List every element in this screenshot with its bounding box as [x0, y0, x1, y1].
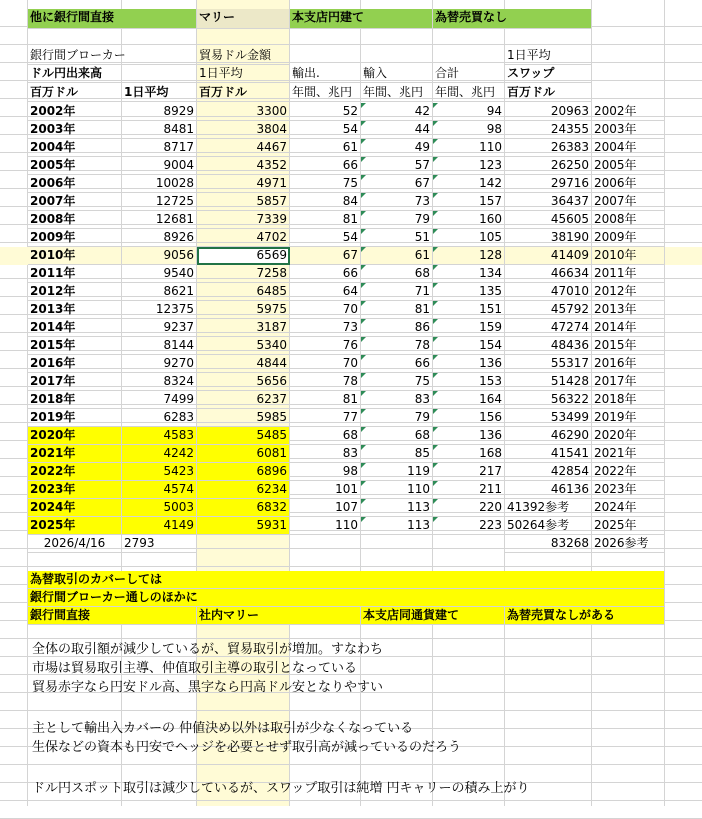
subheader-cell[interactable]: 合計 — [433, 65, 505, 83]
note-line[interactable]: 生保などの資本も円安でヘッジを必要とせず取引高が減っているのだろう — [32, 740, 462, 755]
year-label-cell[interactable]: 2017年 — [592, 373, 665, 391]
cover-line[interactable]: 銀行間ブローカー通しのほかに — [28, 589, 665, 607]
swap-cell[interactable]: 38190 — [505, 229, 592, 247]
trade-cell[interactable]: 5485 — [197, 427, 290, 445]
subheader-cell[interactable]: 年間、兆円 — [433, 84, 505, 102]
year-label-cell[interactable]: 2024年 — [592, 499, 665, 517]
header-cell[interactable]: 本支店円建て — [290, 9, 433, 29]
trade-cell[interactable]: 6896 — [197, 463, 290, 481]
export-cell[interactable]: 75 — [290, 175, 361, 193]
note-line[interactable]: 全体の取引額が減少しているが、貿易取引が増加。すなわち — [32, 642, 384, 657]
note-line[interactable] — [28, 761, 665, 779]
swap-cell[interactable]: 26383 — [505, 139, 592, 157]
trade-cell[interactable]: 4844 — [197, 355, 290, 373]
year-label-cell[interactable]: 2020年 — [592, 427, 665, 445]
swap-cell[interactable]: 29716 — [505, 175, 592, 193]
volume-cell[interactable]: 9237 — [122, 319, 197, 337]
total-cell[interactable]: 123 — [433, 157, 505, 175]
volume-cell[interactable]: 4583 — [122, 427, 197, 445]
trade-cell[interactable]: 6832 — [197, 499, 290, 517]
year-label-cell[interactable]: 2014年 — [592, 319, 665, 337]
year-label-cell[interactable]: 2022年 — [592, 463, 665, 481]
import-cell[interactable]: 57 — [361, 157, 433, 175]
trade-cell[interactable]: 6237 — [197, 391, 290, 409]
swap-cell[interactable]: 41541 — [505, 445, 592, 463]
total-cell[interactable]: 168 — [433, 445, 505, 463]
export-cell[interactable]: 61 — [290, 139, 361, 157]
subheader-cell[interactable]: 百万ドル — [28, 84, 122, 102]
volume-cell[interactable]: 4149 — [122, 517, 197, 535]
year-label-cell[interactable]: 2009年 — [592, 229, 665, 247]
swap-cell[interactable]: 56322 — [505, 391, 592, 409]
swap-cell[interactable]: 53499 — [505, 409, 592, 427]
volume-cell[interactable]: 12725 — [122, 193, 197, 211]
volume-cell[interactable]: 8144 — [122, 337, 197, 355]
year-label-cell[interactable]: 2019年 — [592, 409, 665, 427]
total-cell[interactable]: 134 — [433, 265, 505, 283]
total-cell[interactable]: 154 — [433, 337, 505, 355]
total-cell[interactable]: 142 — [433, 175, 505, 193]
import-cell[interactable]: 79 — [361, 211, 433, 229]
year-cell[interactable]: 2014年 — [28, 319, 122, 337]
trade-cell[interactable]: 4971 — [197, 175, 290, 193]
export-cell[interactable]: 70 — [290, 301, 361, 319]
export-cell[interactable]: 64 — [290, 283, 361, 301]
export-cell[interactable]: 81 — [290, 211, 361, 229]
total-cell[interactable]: 94 — [433, 103, 505, 121]
year-cell[interactable]: 2010年 — [28, 247, 122, 265]
year-cell[interactable]: 2023年 — [28, 481, 122, 499]
year-label-cell[interactable]: 2013年 — [592, 301, 665, 319]
date-cell[interactable]: 2026/4/16 — [28, 535, 122, 553]
trade-cell[interactable]: 7258 — [197, 265, 290, 283]
year-label-cell[interactable]: 2008年 — [592, 211, 665, 229]
year-cell[interactable]: 2019年 — [28, 409, 122, 427]
trade-cell[interactable]: 3804 — [197, 121, 290, 139]
volume-cell[interactable]: 10028 — [122, 175, 197, 193]
total-cell[interactable]: 223 — [433, 517, 505, 535]
year-cell[interactable]: 2016年 — [28, 355, 122, 373]
trade-cell[interactable]: 7339 — [197, 211, 290, 229]
swap-cell[interactable]: 26250 — [505, 157, 592, 175]
trade-cell[interactable]: 5931 — [197, 517, 290, 535]
cover-cell[interactable]: 銀行間直接 — [28, 607, 197, 625]
total-cell[interactable]: 159 — [433, 319, 505, 337]
export-cell[interactable]: 54 — [290, 229, 361, 247]
swap-cell[interactable]: 45792 — [505, 301, 592, 319]
swap-cell[interactable]: 46136 — [505, 481, 592, 499]
total-cell[interactable]: 135 — [433, 283, 505, 301]
year-cell[interactable]: 2025年 — [28, 517, 122, 535]
import-cell[interactable]: 113 — [361, 499, 433, 517]
export-cell[interactable]: 107 — [290, 499, 361, 517]
subheader-cell[interactable]: 年間、兆円 — [290, 84, 361, 102]
cover-cell[interactable]: 本支店同通貨建て — [361, 607, 505, 625]
year-cell[interactable]: 2021年 — [28, 445, 122, 463]
year-label-cell[interactable]: 2011年 — [592, 265, 665, 283]
import-cell[interactable]: 79 — [361, 409, 433, 427]
year-cell[interactable]: 2017年 — [28, 373, 122, 391]
subheader-cell[interactable]: 1日平均 — [122, 84, 197, 102]
year-cell[interactable]: 2024年 — [28, 499, 122, 517]
year-cell[interactable]: 2012年 — [28, 283, 122, 301]
total-cell[interactable]: 220 — [433, 499, 505, 517]
volume-cell[interactable]: 9270 — [122, 355, 197, 373]
import-cell[interactable]: 68 — [361, 265, 433, 283]
header-cell[interactable]: 他に銀行間直接 — [28, 9, 197, 29]
year-label-cell[interactable]: 2016年 — [592, 355, 665, 373]
import-cell[interactable]: 49 — [361, 139, 433, 157]
year-label-cell[interactable]: 2023年 — [592, 481, 665, 499]
volume-cell[interactable]: 12681 — [122, 211, 197, 229]
trade-cell[interactable]: 6234 — [197, 481, 290, 499]
grid-line — [0, 27, 702, 45]
volume-cell[interactable]: 8926 — [122, 229, 197, 247]
trade-cell[interactable]: 5857 — [197, 193, 290, 211]
swap-cell[interactable]: 55317 — [505, 355, 592, 373]
year-label-cell[interactable]: 2026参考 — [592, 535, 665, 553]
export-cell[interactable]: 83 — [290, 445, 361, 463]
year-label-cell[interactable]: 2007年 — [592, 193, 665, 211]
year-cell[interactable]: 2009年 — [28, 229, 122, 247]
trade-cell[interactable]: 6569 — [197, 247, 290, 265]
total-cell[interactable]: 153 — [433, 373, 505, 391]
subheader-cell[interactable]: 1日平均 — [505, 47, 592, 65]
trade-cell[interactable]: 5340 — [197, 337, 290, 355]
volume-cell[interactable]: 8324 — [122, 373, 197, 391]
year-cell[interactable]: 2005年 — [28, 157, 122, 175]
export-cell[interactable]: 67 — [290, 247, 361, 265]
year-label-cell[interactable]: 2006年 — [592, 175, 665, 193]
swap-cell[interactable]: 46634 — [505, 265, 592, 283]
year-cell[interactable]: 2004年 — [28, 139, 122, 157]
year-cell[interactable]: 2008年 — [28, 211, 122, 229]
trade-cell[interactable]: 4352 — [197, 157, 290, 175]
year-label-cell[interactable]: 2021年 — [592, 445, 665, 463]
header-cell[interactable]: マリー — [197, 9, 290, 29]
subheader-cell[interactable]: 輸出. — [290, 65, 361, 83]
import-cell[interactable]: 78 — [361, 337, 433, 355]
import-cell[interactable]: 75 — [361, 373, 433, 391]
year-cell[interactable]: 2002年 — [28, 103, 122, 121]
total-cell[interactable]: 151 — [433, 301, 505, 319]
export-cell[interactable]: 68 — [290, 427, 361, 445]
trade-cell[interactable]: 5656 — [197, 373, 290, 391]
year-label-cell[interactable]: 2003年 — [592, 121, 665, 139]
year-label-cell[interactable]: 2002年 — [592, 103, 665, 121]
subheader-cell[interactable]: 年間、兆円 — [361, 84, 433, 102]
cover-cell[interactable]: 社内マリー — [197, 607, 361, 625]
volume-cell[interactable]: 6283 — [122, 409, 197, 427]
export-cell[interactable]: 54 — [290, 121, 361, 139]
trade-cell[interactable]: 6081 — [197, 445, 290, 463]
swap-cell[interactable]: 47274 — [505, 319, 592, 337]
import-cell[interactable]: 85 — [361, 445, 433, 463]
swap-cell[interactable]: 24355 — [505, 121, 592, 139]
year-label-cell[interactable]: 2005年 — [592, 157, 665, 175]
export-cell[interactable]: 76 — [290, 337, 361, 355]
volume-cell[interactable]: 2793 — [122, 535, 197, 553]
volume-cell[interactable]: 8621 — [122, 283, 197, 301]
import-cell[interactable]: 68 — [361, 427, 433, 445]
total-cell[interactable]: 98 — [433, 121, 505, 139]
import-cell[interactable]: 66 — [361, 355, 433, 373]
total-cell[interactable]: 211 — [433, 481, 505, 499]
subheader-cell[interactable]: 銀行間ブローカー — [28, 47, 197, 65]
year-cell[interactable]: 2020年 — [28, 427, 122, 445]
export-cell[interactable]: 70 — [290, 355, 361, 373]
subheader-cell[interactable]: ドル円出来高 — [28, 65, 197, 83]
trade-cell[interactable]: 6485 — [197, 283, 290, 301]
volume-cell[interactable]: 9540 — [122, 265, 197, 283]
year-label-cell[interactable]: 2012年 — [592, 283, 665, 301]
trade-cell[interactable]: 5985 — [197, 409, 290, 427]
import-cell[interactable]: 51 — [361, 229, 433, 247]
import-cell[interactable]: 61 — [361, 247, 433, 265]
volume-cell[interactable]: 12375 — [122, 301, 197, 319]
year-cell[interactable]: 2022年 — [28, 463, 122, 481]
swap-cell[interactable]: 50264参考 — [505, 517, 592, 535]
volume-cell[interactable]: 7499 — [122, 391, 197, 409]
total-cell[interactable]: 110 — [433, 139, 505, 157]
subheader-cell[interactable]: 輸入 — [361, 65, 433, 83]
total-cell[interactable]: 164 — [433, 391, 505, 409]
import-cell[interactable]: 71 — [361, 283, 433, 301]
volume-cell[interactable]: 9004 — [122, 157, 197, 175]
swap-cell[interactable]: 20963 — [505, 103, 592, 121]
subheader-cell[interactable]: 百万ドル — [197, 84, 290, 102]
import-cell[interactable]: 110 — [361, 481, 433, 499]
export-cell[interactable]: 101 — [290, 481, 361, 499]
note-line[interactable]: 主として輸出入カバーの 仲値決め以外は取引が少なくなっている — [32, 721, 414, 736]
trade-cell[interactable]: 4702 — [197, 229, 290, 247]
export-cell[interactable]: 78 — [290, 373, 361, 391]
year-label-cell[interactable]: 2004年 — [592, 139, 665, 157]
note-line[interactable]: 貿易赤字なら円安ドル高、黒字なら円高ドル安となりやすい — [32, 680, 384, 695]
grid-line — [0, 801, 702, 819]
export-cell[interactable]: 84 — [290, 193, 361, 211]
year-cell[interactable]: 2013年 — [28, 301, 122, 319]
export-cell[interactable]: 73 — [290, 319, 361, 337]
import-cell[interactable]: 119 — [361, 463, 433, 481]
total-cell[interactable]: 128 — [433, 247, 505, 265]
swap-cell[interactable]: 47010 — [505, 283, 592, 301]
volume-cell[interactable]: 4242 — [122, 445, 197, 463]
swap-cell[interactable]: 41409 — [505, 247, 592, 265]
subheader-cell[interactable]: スワップ — [505, 65, 592, 83]
swap-cell[interactable]: 51428 — [505, 373, 592, 391]
export-cell[interactable]: 66 — [290, 157, 361, 175]
volume-cell[interactable]: 8929 — [122, 103, 197, 121]
trade-cell[interactable]: 5975 — [197, 301, 290, 319]
import-cell[interactable]: 83 — [361, 391, 433, 409]
total-cell[interactable]: 157 — [433, 193, 505, 211]
volume-cell[interactable]: 8481 — [122, 121, 197, 139]
swap-cell[interactable]: 83268 — [505, 535, 592, 553]
year-cell[interactable]: 2011年 — [28, 265, 122, 283]
trade-cell[interactable]: 4467 — [197, 139, 290, 157]
import-cell[interactable]: 44 — [361, 121, 433, 139]
volume-cell[interactable]: 5003 — [122, 499, 197, 517]
year-cell[interactable]: 2007年 — [28, 193, 122, 211]
subheader-cell[interactable]: 貿易ドル金額 — [197, 47, 290, 65]
subheader-cell[interactable]: 1日平均 — [197, 65, 290, 83]
volume-cell[interactable]: 8717 — [122, 139, 197, 157]
note-line[interactable] — [28, 701, 665, 719]
year-label-cell[interactable]: 2015年 — [592, 337, 665, 355]
total-cell[interactable]: 136 — [433, 427, 505, 445]
subheader-cell[interactable]: 百万ドル — [505, 84, 592, 102]
import-cell[interactable]: 42 — [361, 103, 433, 121]
year-label-cell[interactable]: 2010年 — [592, 247, 665, 265]
import-cell[interactable]: 86 — [361, 319, 433, 337]
year-label-cell[interactable]: 2025年 — [592, 517, 665, 535]
total-cell[interactable]: 136 — [433, 355, 505, 373]
export-cell[interactable]: 52 — [290, 103, 361, 121]
year-label-cell[interactable]: 2018年 — [592, 391, 665, 409]
volume-cell[interactable]: 5423 — [122, 463, 197, 481]
total-cell[interactable]: 160 — [433, 211, 505, 229]
swap-cell[interactable]: 36437 — [505, 193, 592, 211]
volume-cell[interactable]: 4574 — [122, 481, 197, 499]
year-cell[interactable]: 2015年 — [28, 337, 122, 355]
total-cell[interactable]: 217 — [433, 463, 505, 481]
swap-cell[interactable]: 42854 — [505, 463, 592, 481]
year-cell[interactable]: 2006年 — [28, 175, 122, 193]
swap-cell[interactable]: 48436 — [505, 337, 592, 355]
total-cell[interactable]: 105 — [433, 229, 505, 247]
header-cell[interactable]: 為替売買なし — [433, 9, 592, 29]
note-line[interactable]: ドル円スポット取引は減少しているが、スワップ取引は純増 円キャリーの積み上がり — [32, 781, 530, 796]
trade-cell[interactable]: 3187 — [197, 319, 290, 337]
swap-cell[interactable]: 41392参考 — [505, 499, 592, 517]
total-cell[interactable]: 156 — [433, 409, 505, 427]
volume-cell[interactable]: 9056 — [122, 247, 197, 265]
cover-line[interactable]: 為替取引のカバーしては — [28, 571, 665, 589]
export-cell[interactable]: 66 — [290, 265, 361, 283]
year-cell[interactable]: 2003年 — [28, 121, 122, 139]
export-cell[interactable]: 98 — [290, 463, 361, 481]
cover-cell[interactable]: 為替売買なしがある — [505, 607, 665, 625]
swap-cell[interactable]: 46290 — [505, 427, 592, 445]
note-line[interactable]: 市場は貿易取引主導、仲值取引主導の取引となっている — [32, 661, 358, 676]
import-cell[interactable]: 81 — [361, 301, 433, 319]
trade-cell[interactable]: 3300 — [197, 103, 290, 121]
export-cell[interactable]: 81 — [290, 391, 361, 409]
export-cell[interactable]: 77 — [290, 409, 361, 427]
year-cell[interactable]: 2018年 — [28, 391, 122, 409]
swap-cell[interactable]: 45605 — [505, 211, 592, 229]
import-cell[interactable]: 73 — [361, 193, 433, 211]
import-cell[interactable]: 67 — [361, 175, 433, 193]
export-cell[interactable]: 110 — [290, 517, 361, 535]
import-cell[interactable]: 113 — [361, 517, 433, 535]
